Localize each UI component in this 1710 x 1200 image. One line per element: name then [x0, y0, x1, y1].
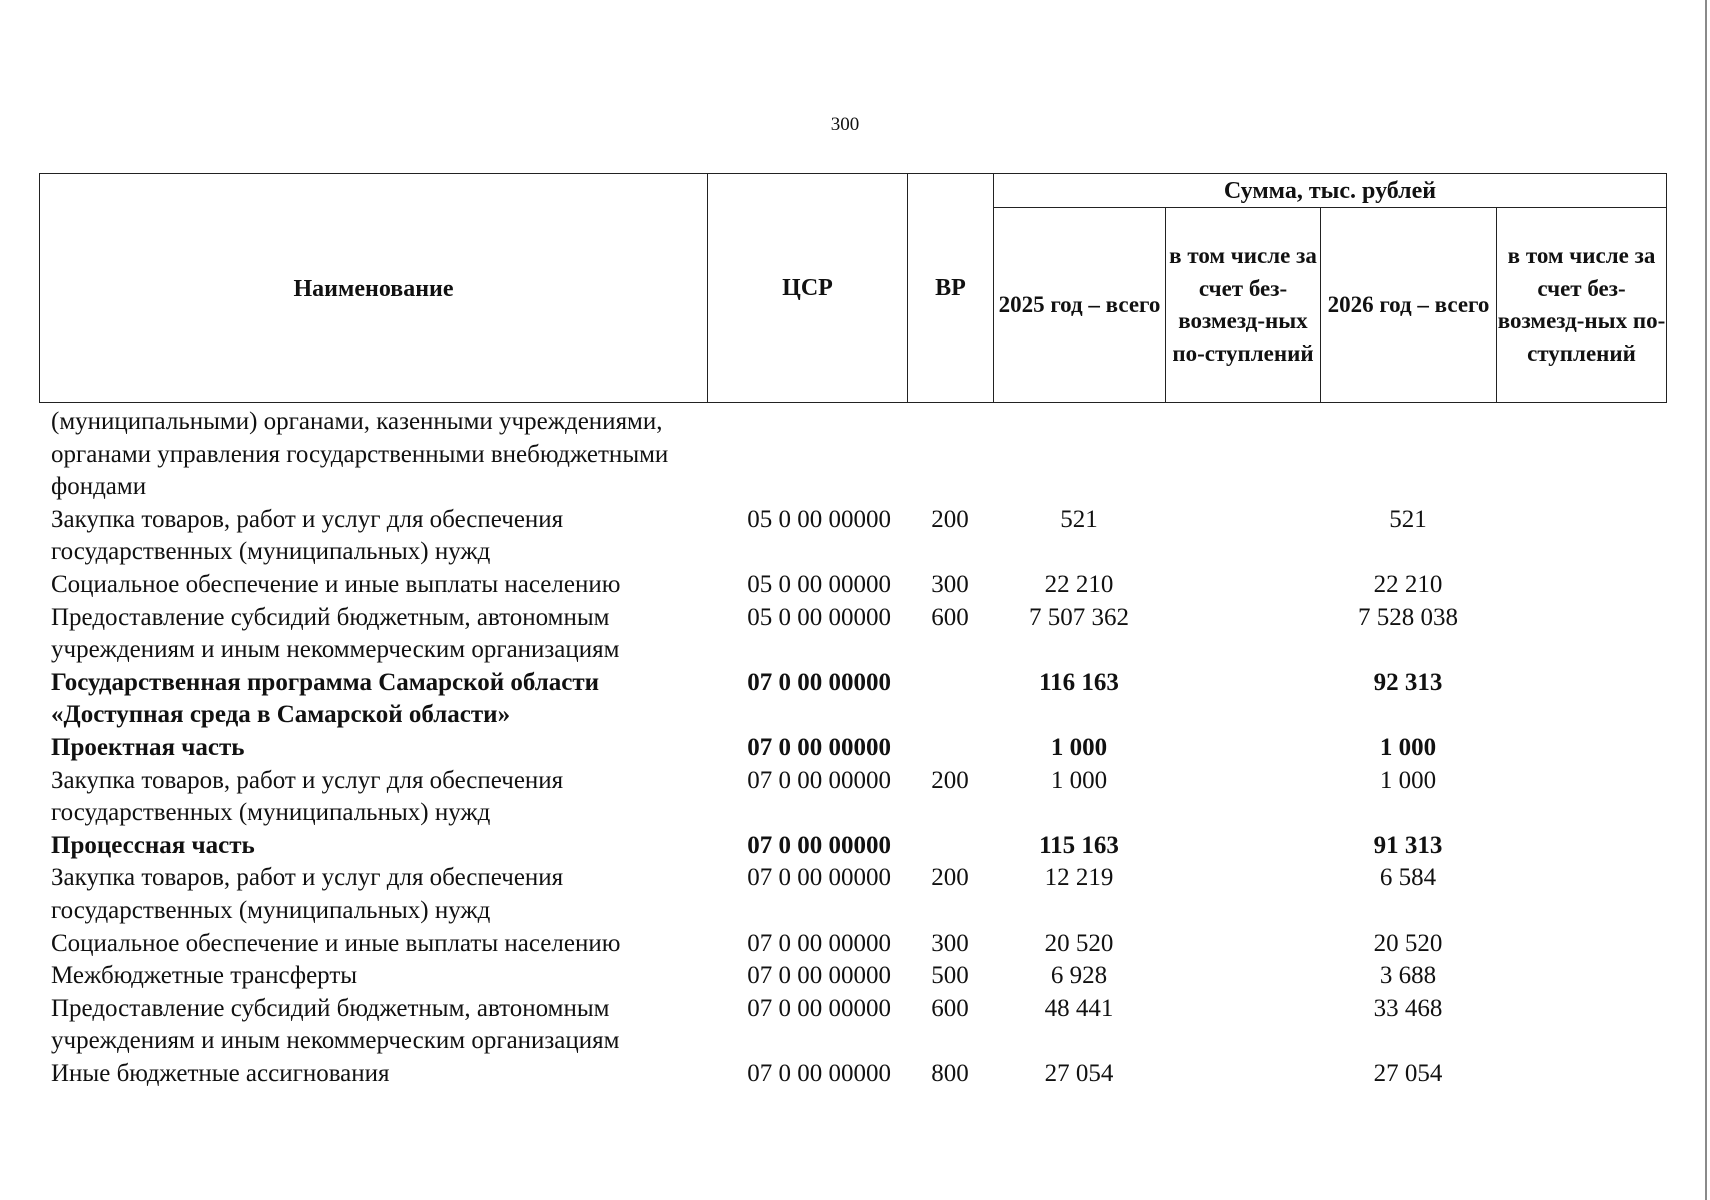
- row-vr: [907, 732, 993, 765]
- row-name: Предоставление субсидий бюджетным, автономным учреждениям и иным некоммерческим организациям: [51, 994, 620, 1055]
- row-csr: 07 0 00 00000: [747, 831, 891, 859]
- row-2026-free: [1496, 830, 1666, 863]
- row-csr: 07 0 00 00000: [747, 668, 891, 696]
- row-2026-total: 1 000: [1379, 766, 1437, 794]
- table-row: [39, 765, 1666, 830]
- table-row: [39, 928, 1666, 961]
- row-2025-total: 1 000: [1050, 733, 1108, 761]
- row-2025-total: [993, 406, 1165, 504]
- row-csr: 05 0 00 00000: [747, 603, 891, 631]
- row-2026-free: [1496, 928, 1666, 961]
- row-name: Иные бюджетные ассигнования: [51, 1059, 390, 1087]
- header-2026-total: 2026 год – всего: [1321, 208, 1497, 403]
- row-2025-total: 115 163: [1039, 831, 1119, 859]
- row-2026-total: 1 000: [1379, 733, 1437, 761]
- row-name: Межбюджетные трансферты: [51, 962, 358, 990]
- row-2025-free: [1165, 928, 1320, 961]
- row-2025-free: [1165, 960, 1320, 993]
- row-2026-total: 6 584: [1379, 864, 1437, 892]
- row-name: Закупка товаров, работ и услуг для обеспечения государственных (муниципальных) нужд: [51, 766, 564, 827]
- row-2026-free: [1496, 667, 1666, 732]
- table-row: [39, 862, 1666, 927]
- row-name: Государственная программа Самарской области «Доступная среда в Самарской области»: [51, 668, 600, 729]
- row-csr: 07 0 00 00000: [747, 962, 891, 990]
- header-2025-free: в том числе за счет без-возмезд-ных по-ступлений: [1166, 208, 1321, 403]
- row-2025-total: 12 219: [1044, 864, 1114, 892]
- row-2026-free: [1496, 732, 1666, 765]
- row-name: Проектная часть: [51, 733, 245, 761]
- row-2026-total: 27 054: [1373, 1059, 1443, 1087]
- row-2026-total: 20 520: [1373, 929, 1443, 957]
- row-2025-free: [1165, 504, 1320, 569]
- row-2026-free: [1496, 602, 1666, 667]
- table-header: [39, 173, 1667, 403]
- row-vr: 500: [931, 962, 969, 990]
- table-row: [39, 406, 1666, 504]
- row-2026-free: [1496, 406, 1666, 504]
- row-vr: 200: [931, 766, 969, 794]
- page-number: 300: [830, 114, 860, 135]
- row-name: Социальное обеспечение и иные выплаты населению: [51, 570, 621, 598]
- row-vr: 800: [931, 1059, 969, 1087]
- table-row: [39, 993, 1666, 1058]
- table-row: [39, 732, 1666, 765]
- row-vr: 600: [931, 603, 969, 631]
- row-2026-total: 7 528 038: [1358, 603, 1458, 631]
- row-name: Процессная часть: [51, 831, 255, 859]
- row-vr: [907, 667, 993, 732]
- header-2025-total: 2025 год – всего: [994, 208, 1166, 403]
- header-sum-group: Сумма, тыс. рублей: [994, 174, 1667, 208]
- row-2026-free: [1496, 504, 1666, 569]
- row-2025-free: [1165, 667, 1320, 732]
- row-csr: 07 0 00 00000: [747, 994, 891, 1022]
- row-2025-free: [1165, 765, 1320, 830]
- row-2025-free: [1165, 406, 1320, 504]
- row-2025-total: 116 163: [1039, 668, 1119, 696]
- row-csr: 07 0 00 00000: [747, 864, 891, 892]
- row-vr: 600: [931, 994, 969, 1022]
- row-vr: 300: [931, 929, 969, 957]
- row-2025-free: [1165, 602, 1320, 667]
- row-name: Социальное обеспечение и иные выплаты населению: [51, 929, 621, 957]
- row-2026-total: 3 688: [1379, 962, 1437, 990]
- row-2025-free: [1165, 993, 1320, 1058]
- row-2026-free: [1496, 862, 1666, 927]
- table-row: [39, 504, 1666, 569]
- row-vr: 300: [931, 570, 969, 598]
- row-2025-total: 7 507 362: [1029, 603, 1129, 631]
- row-2026-total: 33 468: [1373, 994, 1443, 1022]
- table-body: [39, 406, 1666, 1090]
- row-2026-total: 521: [1389, 505, 1427, 533]
- row-csr: 07 0 00 00000: [747, 766, 891, 794]
- row-csr: [707, 406, 907, 504]
- row-2026-total: 92 313: [1373, 668, 1443, 696]
- header-2026-free: в том числе за счет без-возмезд-ных по-ступлений: [1497, 208, 1667, 403]
- table-row: [39, 667, 1666, 732]
- row-vr: [907, 830, 993, 863]
- row-2026-total: 91 313: [1373, 831, 1443, 859]
- row-2025-total: 521: [1060, 505, 1098, 533]
- table-row: [39, 1058, 1666, 1091]
- row-2026-free: [1496, 1058, 1666, 1091]
- row-2026-total: [1320, 406, 1496, 504]
- row-2026-free: [1496, 765, 1666, 830]
- row-2025-free: [1165, 569, 1320, 602]
- row-csr: 05 0 00 00000: [747, 505, 891, 533]
- table-row: [39, 569, 1666, 602]
- row-2025-free: [1165, 862, 1320, 927]
- row-2025-total: 22 210: [1044, 570, 1114, 598]
- row-2025-free: [1165, 732, 1320, 765]
- row-csr: 05 0 00 00000: [747, 570, 891, 598]
- row-2025-total: 27 054: [1044, 1059, 1114, 1087]
- row-csr: 07 0 00 00000: [747, 1059, 891, 1087]
- table-row: [39, 960, 1666, 993]
- table-row: [39, 830, 1666, 863]
- header-name: Наименование: [40, 174, 708, 403]
- row-2026-free: [1496, 960, 1666, 993]
- row-name: Предоставление субсидий бюджетным, автономным учреждениям и иным некоммерческим организациям: [51, 603, 620, 664]
- row-2026-free: [1496, 993, 1666, 1058]
- row-name: Закупка товаров, работ и услуг для обеспечения государственных (муниципальных) нужд: [51, 864, 564, 924]
- row-2025-total: 48 441: [1044, 994, 1114, 1022]
- row-vr: 200: [931, 864, 969, 892]
- row-csr: 07 0 00 00000: [747, 733, 891, 761]
- row-2025-free: [1165, 1058, 1320, 1091]
- row-vr: [907, 406, 993, 504]
- row-name: (муниципальными) органами, казенными учреждениями, органами управления государственными внебюджетными фондами: [51, 408, 669, 501]
- row-2026-total: 22 210: [1373, 570, 1443, 598]
- scan-edge-line: [1705, 0, 1707, 1200]
- header-vr: ВР: [908, 174, 994, 403]
- header-csr: ЦСР: [708, 174, 908, 403]
- row-2026-free: [1496, 569, 1666, 602]
- row-2025-free: [1165, 830, 1320, 863]
- row-csr: 07 0 00 00000: [747, 929, 891, 957]
- row-2025-total: 20 520: [1044, 929, 1114, 957]
- row-name: Закупка товаров, работ и услуг для обеспечения государственных (муниципальных) нужд: [51, 505, 564, 566]
- row-vr: 200: [931, 505, 969, 533]
- row-2025-total: 6 928: [1050, 962, 1108, 990]
- table-row: [39, 602, 1666, 667]
- row-2025-total: 1 000: [1050, 766, 1108, 794]
